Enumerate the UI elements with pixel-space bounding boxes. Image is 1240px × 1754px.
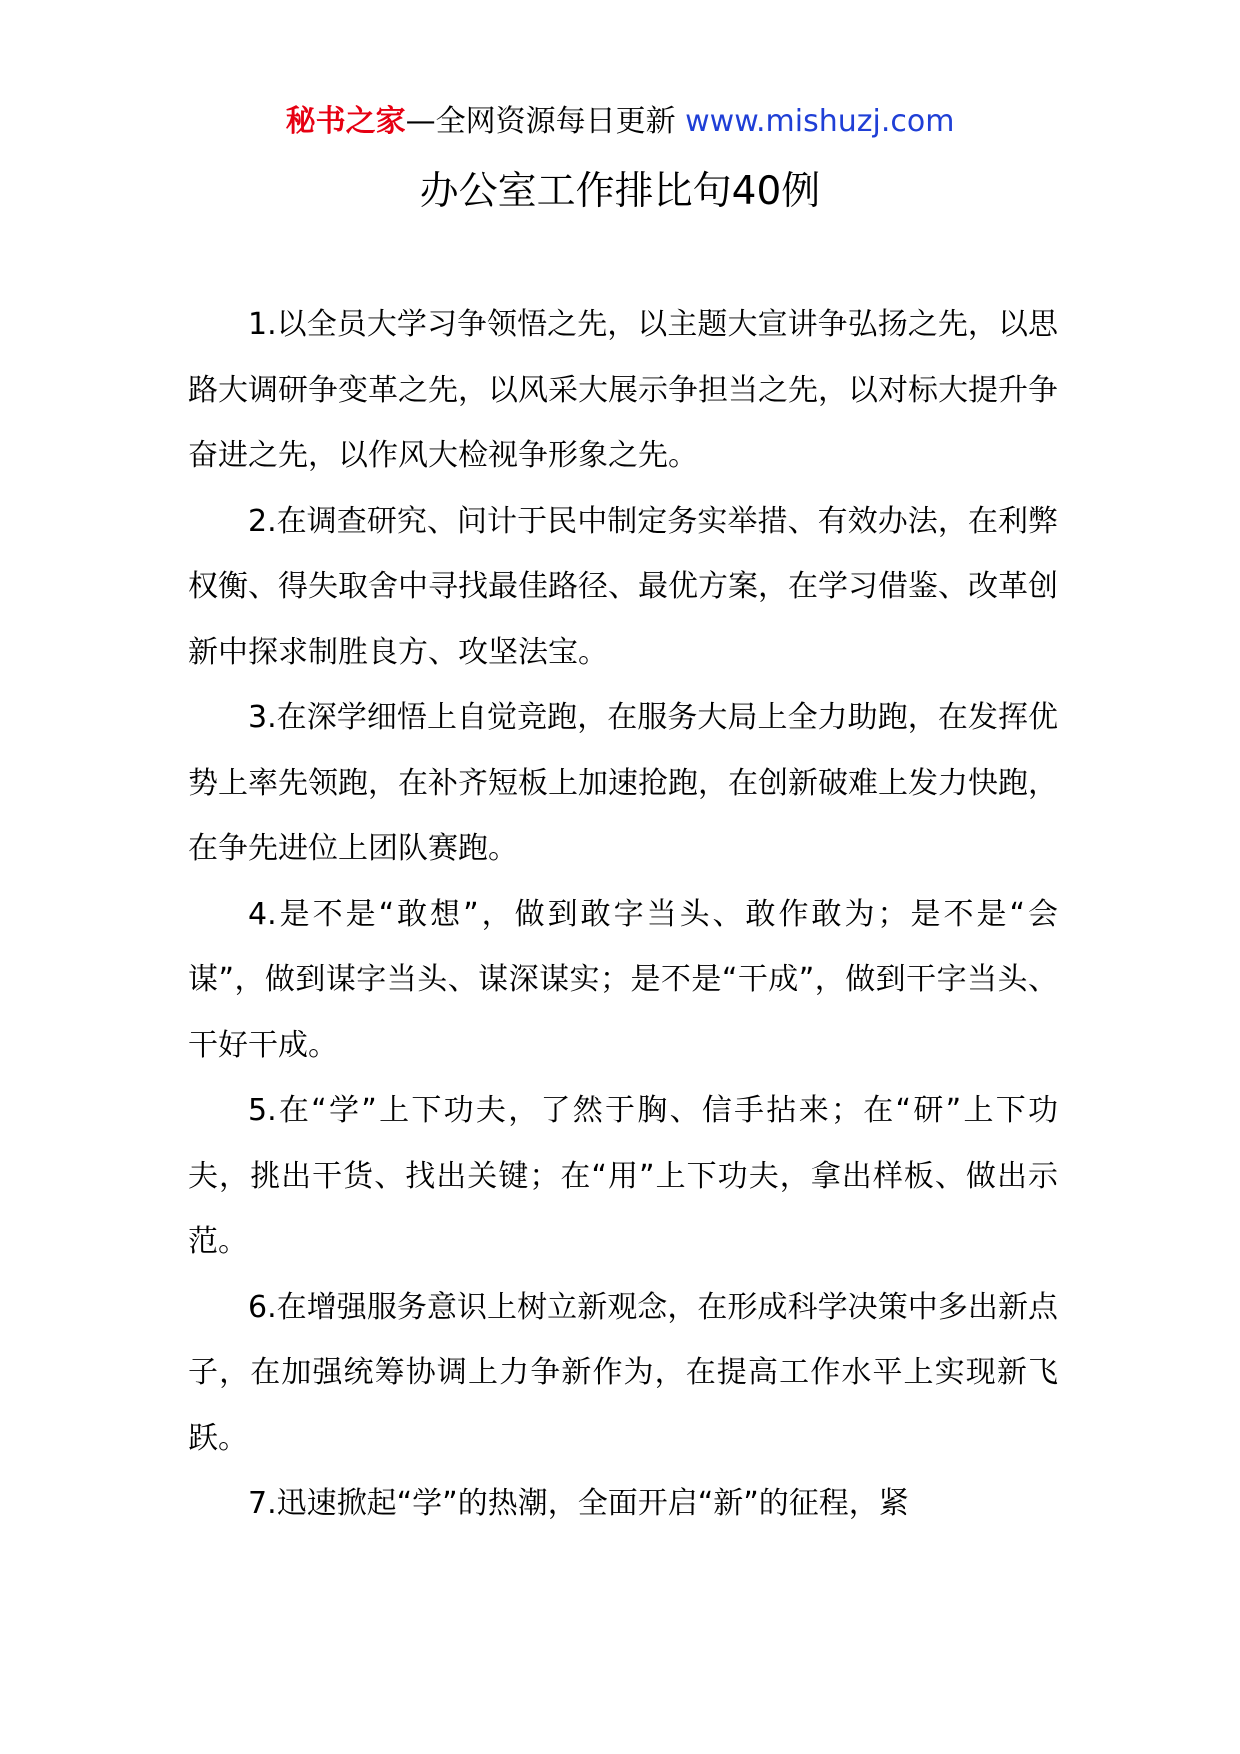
paragraph-4: 4.是不是“敢想”，做到敢字当头、敢作敢为；是不是“会谋”，做到谋字当头、谋深谋实；是不是“干成”，做到干字当头、干好干成。: [188, 896, 1058, 1063]
paragraph-1: 1.以全员大学习争领悟之先，以主题大宣讲争弘扬之先，以思路大调研争变革之先，以风采大展示争担当之先，以对标大提升争奋进之先，以作风大检视争形象之先。: [188, 307, 1058, 473]
paragraph-5: 5.在“学”上下功夫，了然于胸、信手拈来；在“研”上下功夫，挑出干货、找出关键；在“用”上下功夫，拿出样板、做出示范。: [188, 1093, 1058, 1259]
document-body: [188, 292, 1058, 1672]
paragraph-3: 3.在深学细悟上自觉竞跑，在服务大局上全力助跑，在发挥优势上率先领跑，在补齐短板上加速抢跑，在创新破难上发力快跑，在争先进位上团队赛跑。: [188, 700, 1058, 866]
paragraph-2: 2.在调查研究、问计于民中制定务实举措、有效办法，在利弊权衡、得失取舍中寻找最佳路径、最优方案，在学习借鉴、改革创新中探求制胜良方、攻坚法宝。: [188, 503, 1058, 670]
site-header: [0, 100, 1240, 144]
document-title: 办公室工作排比句40例: [419, 169, 821, 214]
paragraph-7: 7.迅速掀起“学”的热潮，全面开启“新”的征程，紧: [248, 1486, 909, 1521]
brand-name: 秘书之家: [285, 104, 406, 139]
site-url-link[interactable]: www.mishuzj.com: [685, 104, 955, 139]
paragraph-6: 6.在增强服务意识上树立新观念，在形成科学决策中多出新点子，在加强统筹协调上力争新作为，在提高工作水平上实现新飞跃。: [188, 1289, 1058, 1456]
header-slogan: —全网资源每日更新: [405, 104, 676, 139]
